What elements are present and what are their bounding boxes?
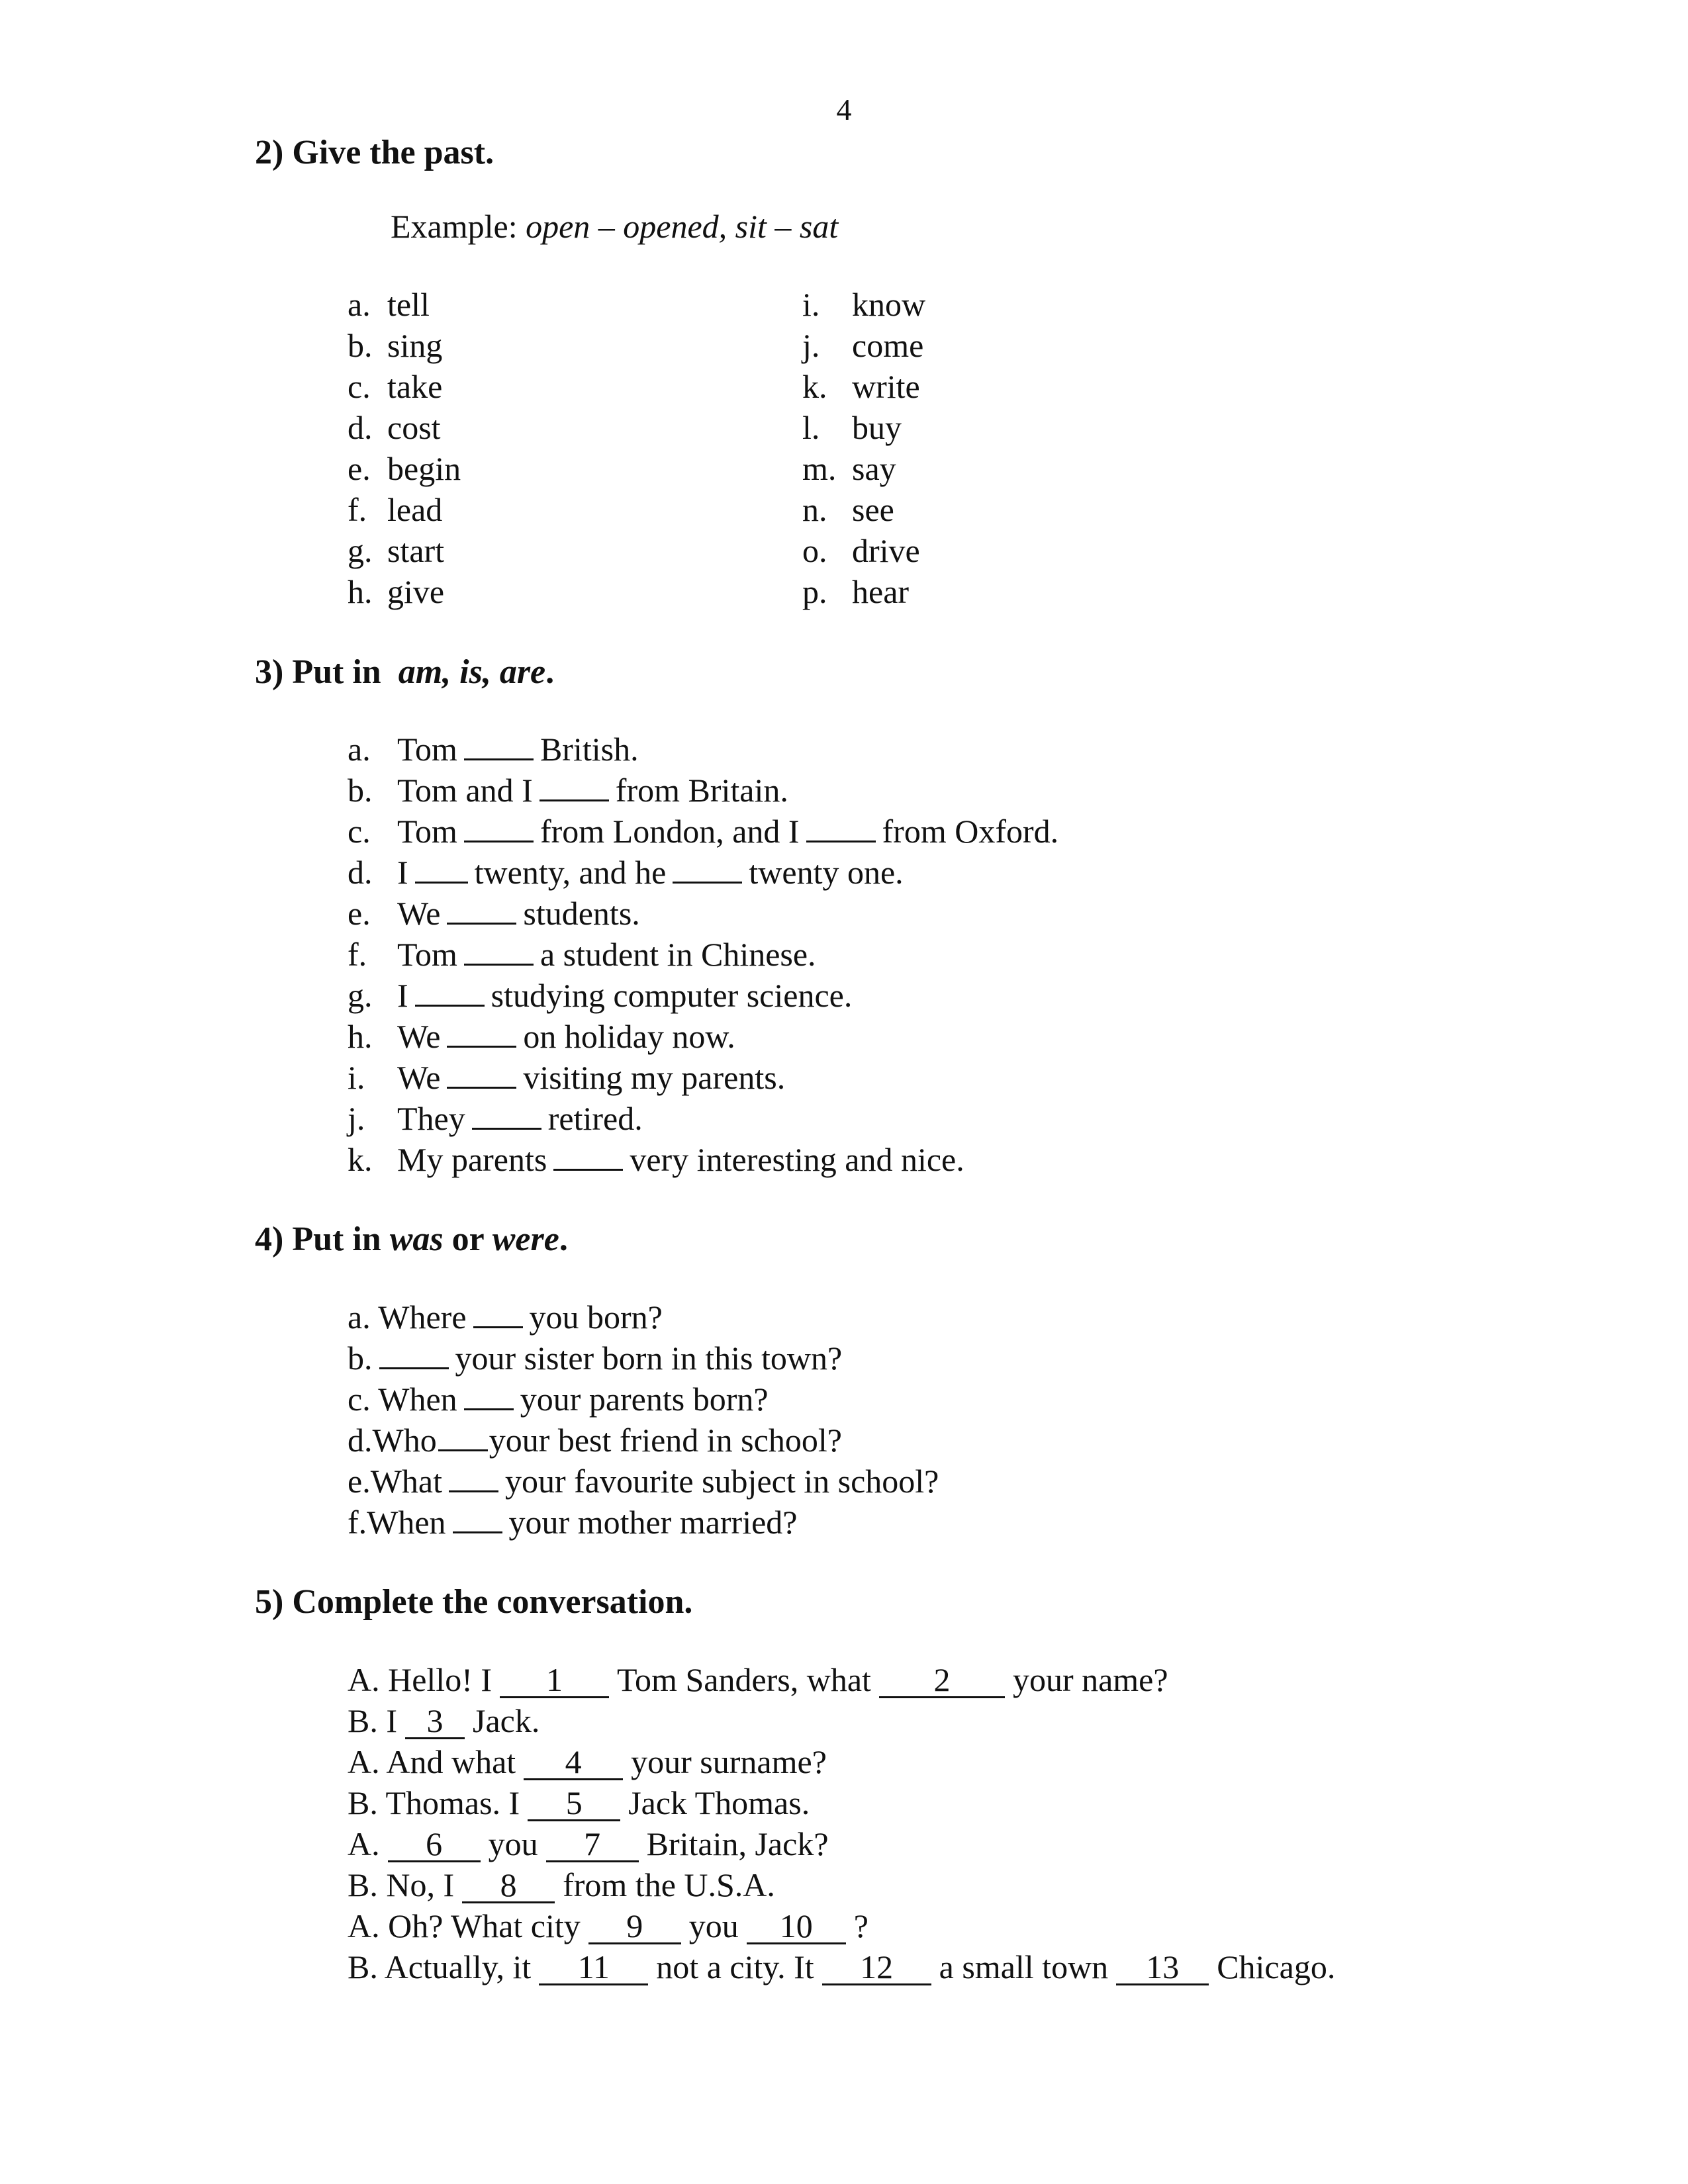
item-text: b. (348, 1340, 373, 1377)
list-item (348, 729, 639, 769)
section-3-title (255, 652, 554, 693)
list-item (802, 490, 894, 529)
list-item (348, 449, 461, 488)
conversation-line (348, 1947, 1335, 1987)
numbered-blank[interactable]: 5 (528, 1786, 620, 1821)
item-text: Tom and I (397, 772, 533, 809)
item-word: know (852, 286, 926, 323)
example-line (391, 206, 838, 246)
item-marker: g. (348, 977, 373, 1014)
answer-blank[interactable] (539, 770, 609, 801)
line-text: not a city. It (656, 1948, 814, 1985)
item-text: your best friend in school? (489, 1422, 842, 1459)
answer-blank[interactable] (449, 1461, 498, 1492)
item-text: from Britain. (615, 772, 788, 809)
item-text: your favourite subject in school? (504, 1463, 939, 1500)
list-item (802, 572, 909, 612)
list-item (348, 934, 816, 974)
item-text: students. (523, 895, 640, 932)
item-text: My parents (397, 1141, 547, 1178)
item-marker: i. (802, 286, 820, 323)
numbered-blank[interactable]: 2 (879, 1663, 1005, 1698)
list-item (802, 285, 925, 324)
item-word: give (387, 573, 445, 610)
title-italic: were (492, 1220, 559, 1258)
numbered-blank[interactable]: 3 (405, 1704, 465, 1739)
line-text: your name? (1012, 1661, 1168, 1698)
answer-blank[interactable] (447, 1017, 516, 1048)
line-text: A. And what (348, 1743, 516, 1780)
item-text: Tom (397, 936, 457, 973)
item-word: begin (387, 450, 461, 487)
numbered-blank[interactable]: 1 (500, 1663, 609, 1698)
item-marker: i. (348, 1059, 365, 1096)
conversation-line (348, 1701, 539, 1741)
item-marker: a. (348, 731, 371, 768)
list-item (348, 572, 444, 612)
item-word: buy (852, 409, 902, 446)
answer-blank[interactable] (464, 729, 534, 760)
answer-blank[interactable] (464, 811, 534, 842)
numbered-blank[interactable]: 13 (1116, 1950, 1209, 1985)
item-text: twenty, and he (474, 854, 667, 891)
line-text: B. No, I (348, 1866, 455, 1903)
item-text: from Oxford. (882, 813, 1059, 850)
item-word: lead (387, 491, 443, 528)
section-4-title (255, 1219, 568, 1260)
answer-blank[interactable] (447, 1058, 516, 1089)
item-marker: k. (348, 1141, 373, 1178)
line-text: ? (853, 1907, 868, 1944)
title-italic: am, is, are (398, 653, 546, 691)
conversation-line (348, 1742, 827, 1782)
item-marker: d. (348, 854, 373, 891)
answer-blank[interactable] (415, 976, 485, 1007)
conversation-line (348, 1660, 1168, 1700)
item-marker: c. (348, 813, 371, 850)
item-text: We (397, 1059, 441, 1096)
item-marker: a. (348, 286, 371, 323)
list-item (348, 490, 442, 529)
item-text: d.Who (348, 1422, 437, 1459)
line-text: you (688, 1907, 739, 1944)
answer-blank[interactable] (806, 811, 876, 842)
item-text: c. When (348, 1381, 457, 1418)
item-marker: o. (802, 532, 827, 569)
line-text: your surname? (631, 1743, 827, 1780)
item-marker: b. (348, 772, 373, 809)
list-item (348, 1420, 842, 1460)
item-text: you born? (529, 1298, 663, 1336)
list-item (348, 1099, 643, 1138)
title-italic: was (389, 1220, 444, 1258)
list-item (348, 770, 788, 810)
item-marker: e. (348, 450, 371, 487)
answer-blank[interactable] (464, 934, 534, 966)
numbered-blank[interactable]: 10 (747, 1909, 846, 1944)
line-text: B. I (348, 1702, 397, 1739)
title-text: 3) Put in (255, 653, 381, 691)
numbered-blank[interactable]: 9 (588, 1909, 681, 1944)
list-item (348, 1140, 964, 1179)
item-text: very interesting and nice. (630, 1141, 964, 1178)
item-marker: d. (348, 409, 373, 446)
page-number: 4 (836, 93, 852, 126)
title-text: or (451, 1220, 484, 1258)
line-text: B. Actually, it (348, 1948, 532, 1985)
line-text: Chicago. (1217, 1948, 1336, 1985)
line-text: a small town (939, 1948, 1109, 1985)
item-text: I (397, 854, 408, 891)
item-word: say (852, 450, 896, 487)
answer-blank[interactable] (473, 1297, 523, 1328)
numbered-blank[interactable]: 11 (539, 1950, 648, 1985)
answer-blank[interactable] (379, 1338, 449, 1369)
numbered-blank[interactable]: 12 (822, 1950, 931, 1985)
line-text: A. Oh? What city (348, 1907, 581, 1944)
item-marker: f. (348, 491, 367, 528)
answer-blank[interactable] (673, 852, 742, 884)
example-label: Example: (391, 208, 518, 245)
list-item (348, 326, 442, 365)
list-item (802, 326, 923, 365)
answer-blank[interactable] (553, 1140, 623, 1171)
item-marker: h. (348, 573, 373, 610)
item-text: retired. (547, 1100, 643, 1137)
conversation-line (348, 1783, 810, 1823)
item-text: Tom (397, 731, 457, 768)
item-word: sing (387, 327, 443, 364)
item-word: take (387, 368, 443, 405)
title-text: 4) Put in (255, 1220, 381, 1258)
item-text: We (397, 895, 441, 932)
list-item (348, 811, 1058, 851)
line-text: Tom Sanders, what (617, 1661, 871, 1698)
answer-blank[interactable] (453, 1502, 502, 1533)
item-text: Tom (397, 813, 457, 850)
list-item (348, 1461, 939, 1501)
list-item (802, 367, 920, 406)
conversation-line (348, 1824, 829, 1864)
item-text: your sister born in this town? (455, 1340, 843, 1377)
item-word: hear (852, 573, 910, 610)
item-marker: c. (348, 368, 371, 405)
section-5-title: 5) Complete the conversation. (255, 1583, 693, 1621)
item-marker: b. (348, 327, 373, 364)
list-item (802, 531, 920, 570)
line-text: Jack Thomas. (628, 1784, 810, 1821)
item-word: tell (387, 286, 430, 323)
item-text: a. Where (348, 1298, 467, 1336)
item-marker: p. (802, 573, 827, 610)
item-marker: e. (348, 895, 371, 932)
title-suffix: . (545, 653, 555, 691)
line-text: Britain, Jack? (646, 1825, 829, 1862)
list-item (802, 408, 902, 447)
item-word: write (852, 368, 920, 405)
item-marker: j. (348, 1100, 365, 1137)
answer-blank[interactable] (447, 893, 516, 925)
item-marker: f. (348, 936, 367, 973)
numbered-blank[interactable]: 4 (524, 1745, 623, 1780)
numbered-blank[interactable]: 6 (388, 1827, 481, 1862)
item-text: your mother married? (508, 1504, 798, 1541)
numbered-blank[interactable]: 7 (546, 1827, 639, 1862)
item-text: I (397, 977, 408, 1014)
example-text: open – opened, sit – sat (526, 208, 839, 245)
list-item (348, 1297, 663, 1337)
item-marker: k. (802, 368, 827, 405)
numbered-blank[interactable]: 8 (462, 1868, 555, 1903)
item-text: We (397, 1018, 441, 1055)
item-text: British. (539, 731, 639, 768)
list-item (802, 449, 896, 488)
answer-blank[interactable] (438, 1420, 488, 1451)
item-marker: g. (348, 532, 373, 569)
list-item (348, 1502, 797, 1542)
list-item (348, 1379, 769, 1419)
list-item (348, 1058, 785, 1097)
item-word: cost (387, 409, 441, 446)
line-text: A. (348, 1825, 380, 1862)
answer-blank[interactable] (415, 852, 468, 884)
list-item (348, 285, 430, 324)
list-item (348, 367, 442, 406)
item-text: from London, and I (539, 813, 800, 850)
item-text: your parents born? (520, 1381, 769, 1418)
item-text: visiting my parents. (523, 1059, 786, 1096)
item-text: studying computer science. (491, 977, 853, 1014)
item-text: on holiday now. (523, 1018, 735, 1055)
item-word: come (852, 327, 924, 364)
conversation-line (348, 1906, 868, 1946)
list-item (348, 1338, 842, 1378)
item-marker: m. (802, 450, 837, 487)
line-text: B. Thomas. I (348, 1784, 520, 1821)
item-marker: h. (348, 1018, 373, 1055)
list-item (348, 852, 904, 892)
line-text: Jack. (473, 1702, 540, 1739)
item-text: They (397, 1100, 465, 1137)
line-text: A. Hello! I (348, 1661, 492, 1698)
list-item (348, 531, 444, 570)
conversation-line (348, 1865, 775, 1905)
item-marker: n. (802, 491, 827, 528)
list-item (348, 893, 640, 933)
list-item (348, 408, 441, 447)
list-item (348, 976, 852, 1015)
item-marker: l. (802, 409, 820, 446)
item-marker: j. (802, 327, 820, 364)
answer-blank[interactable] (464, 1379, 514, 1410)
item-text: a student in Chinese. (539, 936, 816, 973)
item-text: twenty one. (749, 854, 904, 891)
title-suffix: . (559, 1220, 568, 1258)
item-word: drive (852, 532, 920, 569)
item-text: e.What (348, 1463, 442, 1500)
item-word: see (852, 491, 894, 528)
list-item (348, 1017, 735, 1056)
section-2-title: 2) Give the past. (255, 134, 494, 171)
item-word: start (387, 532, 445, 569)
answer-blank[interactable] (472, 1099, 541, 1130)
line-text: you (488, 1825, 538, 1862)
line-text: from the U.S.A. (563, 1866, 775, 1903)
item-text: f.When (348, 1504, 446, 1541)
